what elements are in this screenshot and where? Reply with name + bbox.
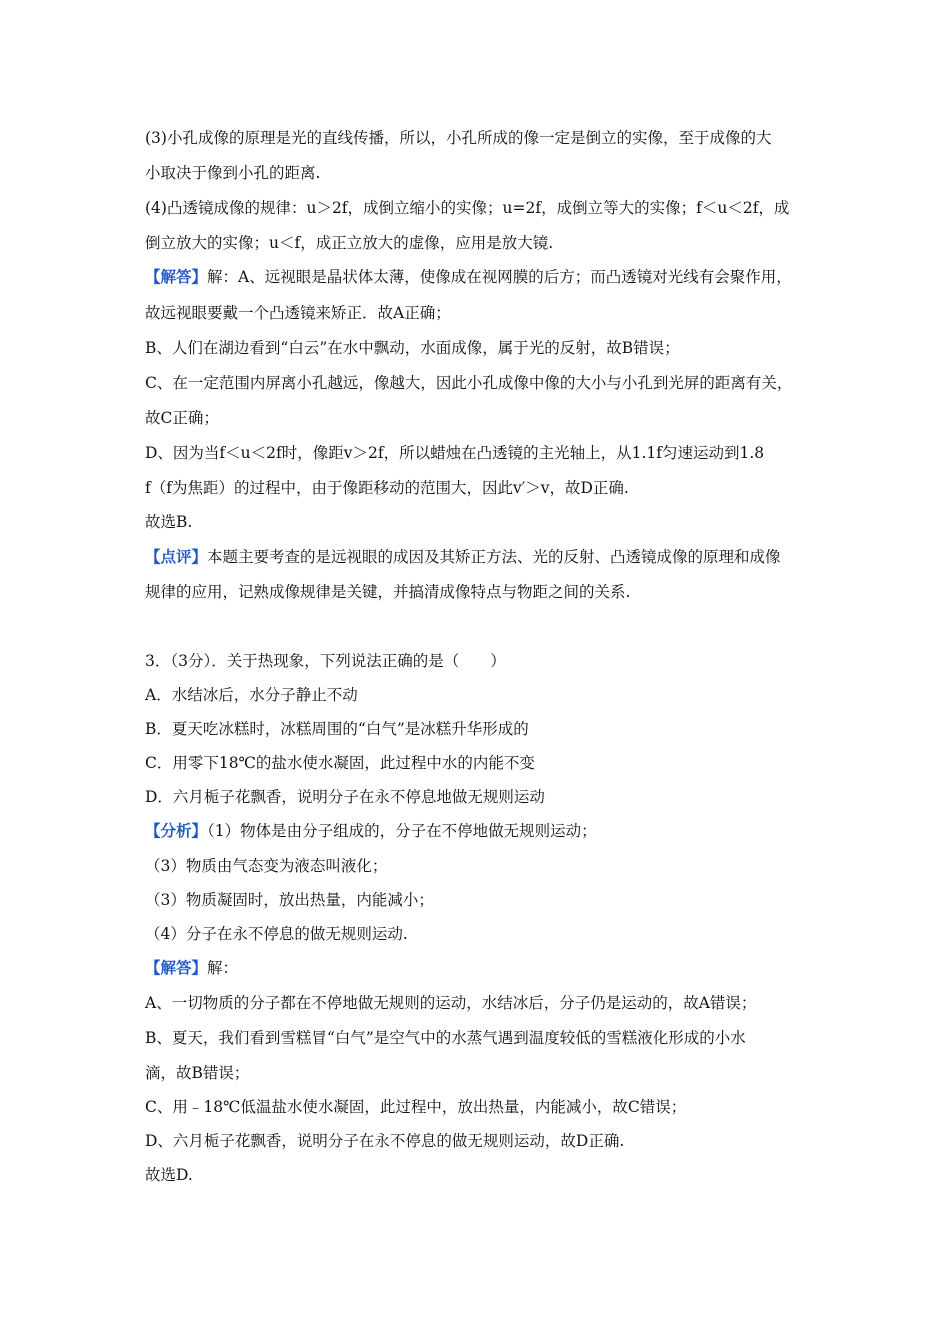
line-text: D、六月栀子花飘香，说明分子在永不停息的做无规则运动，故D正确. [145, 1132, 625, 1150]
line-text: C、用﹣18℃低温盐水使水凝固，此过程中，放出热量，内能减小，故C错误； [145, 1098, 687, 1116]
line-text: 解： [207, 959, 239, 977]
line-text: 故选D. [145, 1166, 193, 1184]
line-text: （3）物质由气态变为液态叫液化； [145, 857, 388, 875]
line-text: C．用零下18℃的盐水使水凝固，此过程中水的内能不变 [145, 754, 535, 772]
text-line [145, 303, 451, 323]
line-text: B．夏天吃冰糕时，冰糕周围的“白气”是冰糕升华形成的 [145, 720, 529, 738]
line-text: A．水结冰后，水分子静止不动 [145, 686, 358, 704]
text-line [145, 198, 789, 218]
text-line [145, 753, 535, 773]
line-text: 故C正确； [145, 409, 219, 427]
section-tag: 【解答】 [145, 267, 208, 286]
text-line [145, 924, 408, 944]
line-text: 小取决于像到小孔的距离. [145, 164, 321, 182]
text-line [145, 233, 553, 253]
text-line [145, 1063, 249, 1083]
line-text: 解：A、远视眼是晶状体太薄，使像成在视网膜的后方；而凸透镜对光线有会聚作用， [207, 268, 792, 286]
text-line [145, 685, 358, 705]
text-line [145, 512, 192, 532]
line-text: 本题主要考查的是远视眼的成因及其矫正方法、光的反射、凸透镜成像的原理和成像 [207, 548, 781, 566]
line-text: 故远视眼要戴一个凸透镜来矫正．故A正确； [145, 304, 451, 322]
text-line [145, 1028, 746, 1048]
line-text: 故选B. [145, 513, 193, 531]
line-text: （3）物质凝固时，放出热量，内能减小； [145, 891, 434, 909]
text-line [145, 408, 219, 428]
line-text: 滴，故B错误； [145, 1064, 250, 1082]
line-text: D、因为当f＜u＜2f时，像距v＞2f，所以蜡烛在凸透镜的主光轴上，从1.1f匀速运动到1.8 [145, 444, 765, 462]
text-line [145, 163, 320, 183]
text-line [145, 856, 387, 876]
line-text: (4)凸透镜成像的规律：u＞2f，成倒立缩小的实像；u=2f，成倒立等大的实像；f＜u＜2f，成 [145, 199, 790, 217]
text-line [145, 1165, 193, 1185]
line-text: f（f为焦距）的过程中，由于像距移动的范围大，因此v′＞v，故D正确. [145, 479, 629, 497]
text-line [145, 1097, 686, 1117]
text-line [145, 128, 771, 148]
text-line [145, 373, 792, 393]
text-line [145, 993, 756, 1013]
line-text: （1）物体是由分子组成的，分子在不停地做无规则运动； [207, 822, 597, 840]
line-text: (3)小孔成像的原理是光的直线传播，所以，小孔所成的像一定是倒立的实像，至于成像的大 [145, 129, 772, 147]
text-line [145, 651, 506, 671]
line-text: A、一切物质的分子都在不停地做无规则的运动，水结冰后，分子仍是运动的，故A错误； [145, 994, 757, 1012]
text-line [145, 958, 238, 978]
text-line [145, 478, 629, 498]
text-line [145, 1131, 624, 1151]
text-line [145, 267, 792, 287]
text-line [145, 719, 529, 739]
line-text: 3．（3分）．关于热现象，下列说法正确的是（ ） [145, 652, 506, 670]
text-line [145, 582, 630, 602]
section-tag: 【分析】 [145, 821, 208, 840]
text-line [145, 890, 434, 910]
text-line [145, 787, 545, 807]
line-text: 规律的应用，记熟成像规律是关键，并搞清成像特点与物距之间的关系. [145, 583, 631, 601]
line-text: D．六月栀子花飘香，说明分子在永不停息地做无规则运动 [145, 788, 545, 806]
text-line [145, 338, 680, 358]
line-text: 倒立放大的实像；u＜f，成正立放大的虚像，应用是放大镜. [145, 234, 554, 252]
section-tag: 【点评】 [145, 547, 208, 566]
text-line [145, 443, 764, 463]
text-line [145, 821, 597, 841]
line-text: C、在一定范围内屏离小孔越远，像越大，因此小孔成像中像的大小与小孔到光屏的距离有关， [145, 374, 793, 392]
line-text: （4）分子在永不停息的做无规则运动. [145, 925, 408, 943]
line-text: B、人们在湖边看到“白云”在水中飘动，水面成像，属于光的反射，故B错误； [145, 339, 680, 357]
line-text: B、夏天，我们看到雪糕冒“白气”是空气中的水蒸气遇到温度较低的雪糕液化形成的小水 [145, 1029, 746, 1047]
section-tag: 【解答】 [145, 958, 208, 977]
text-line [145, 547, 781, 567]
